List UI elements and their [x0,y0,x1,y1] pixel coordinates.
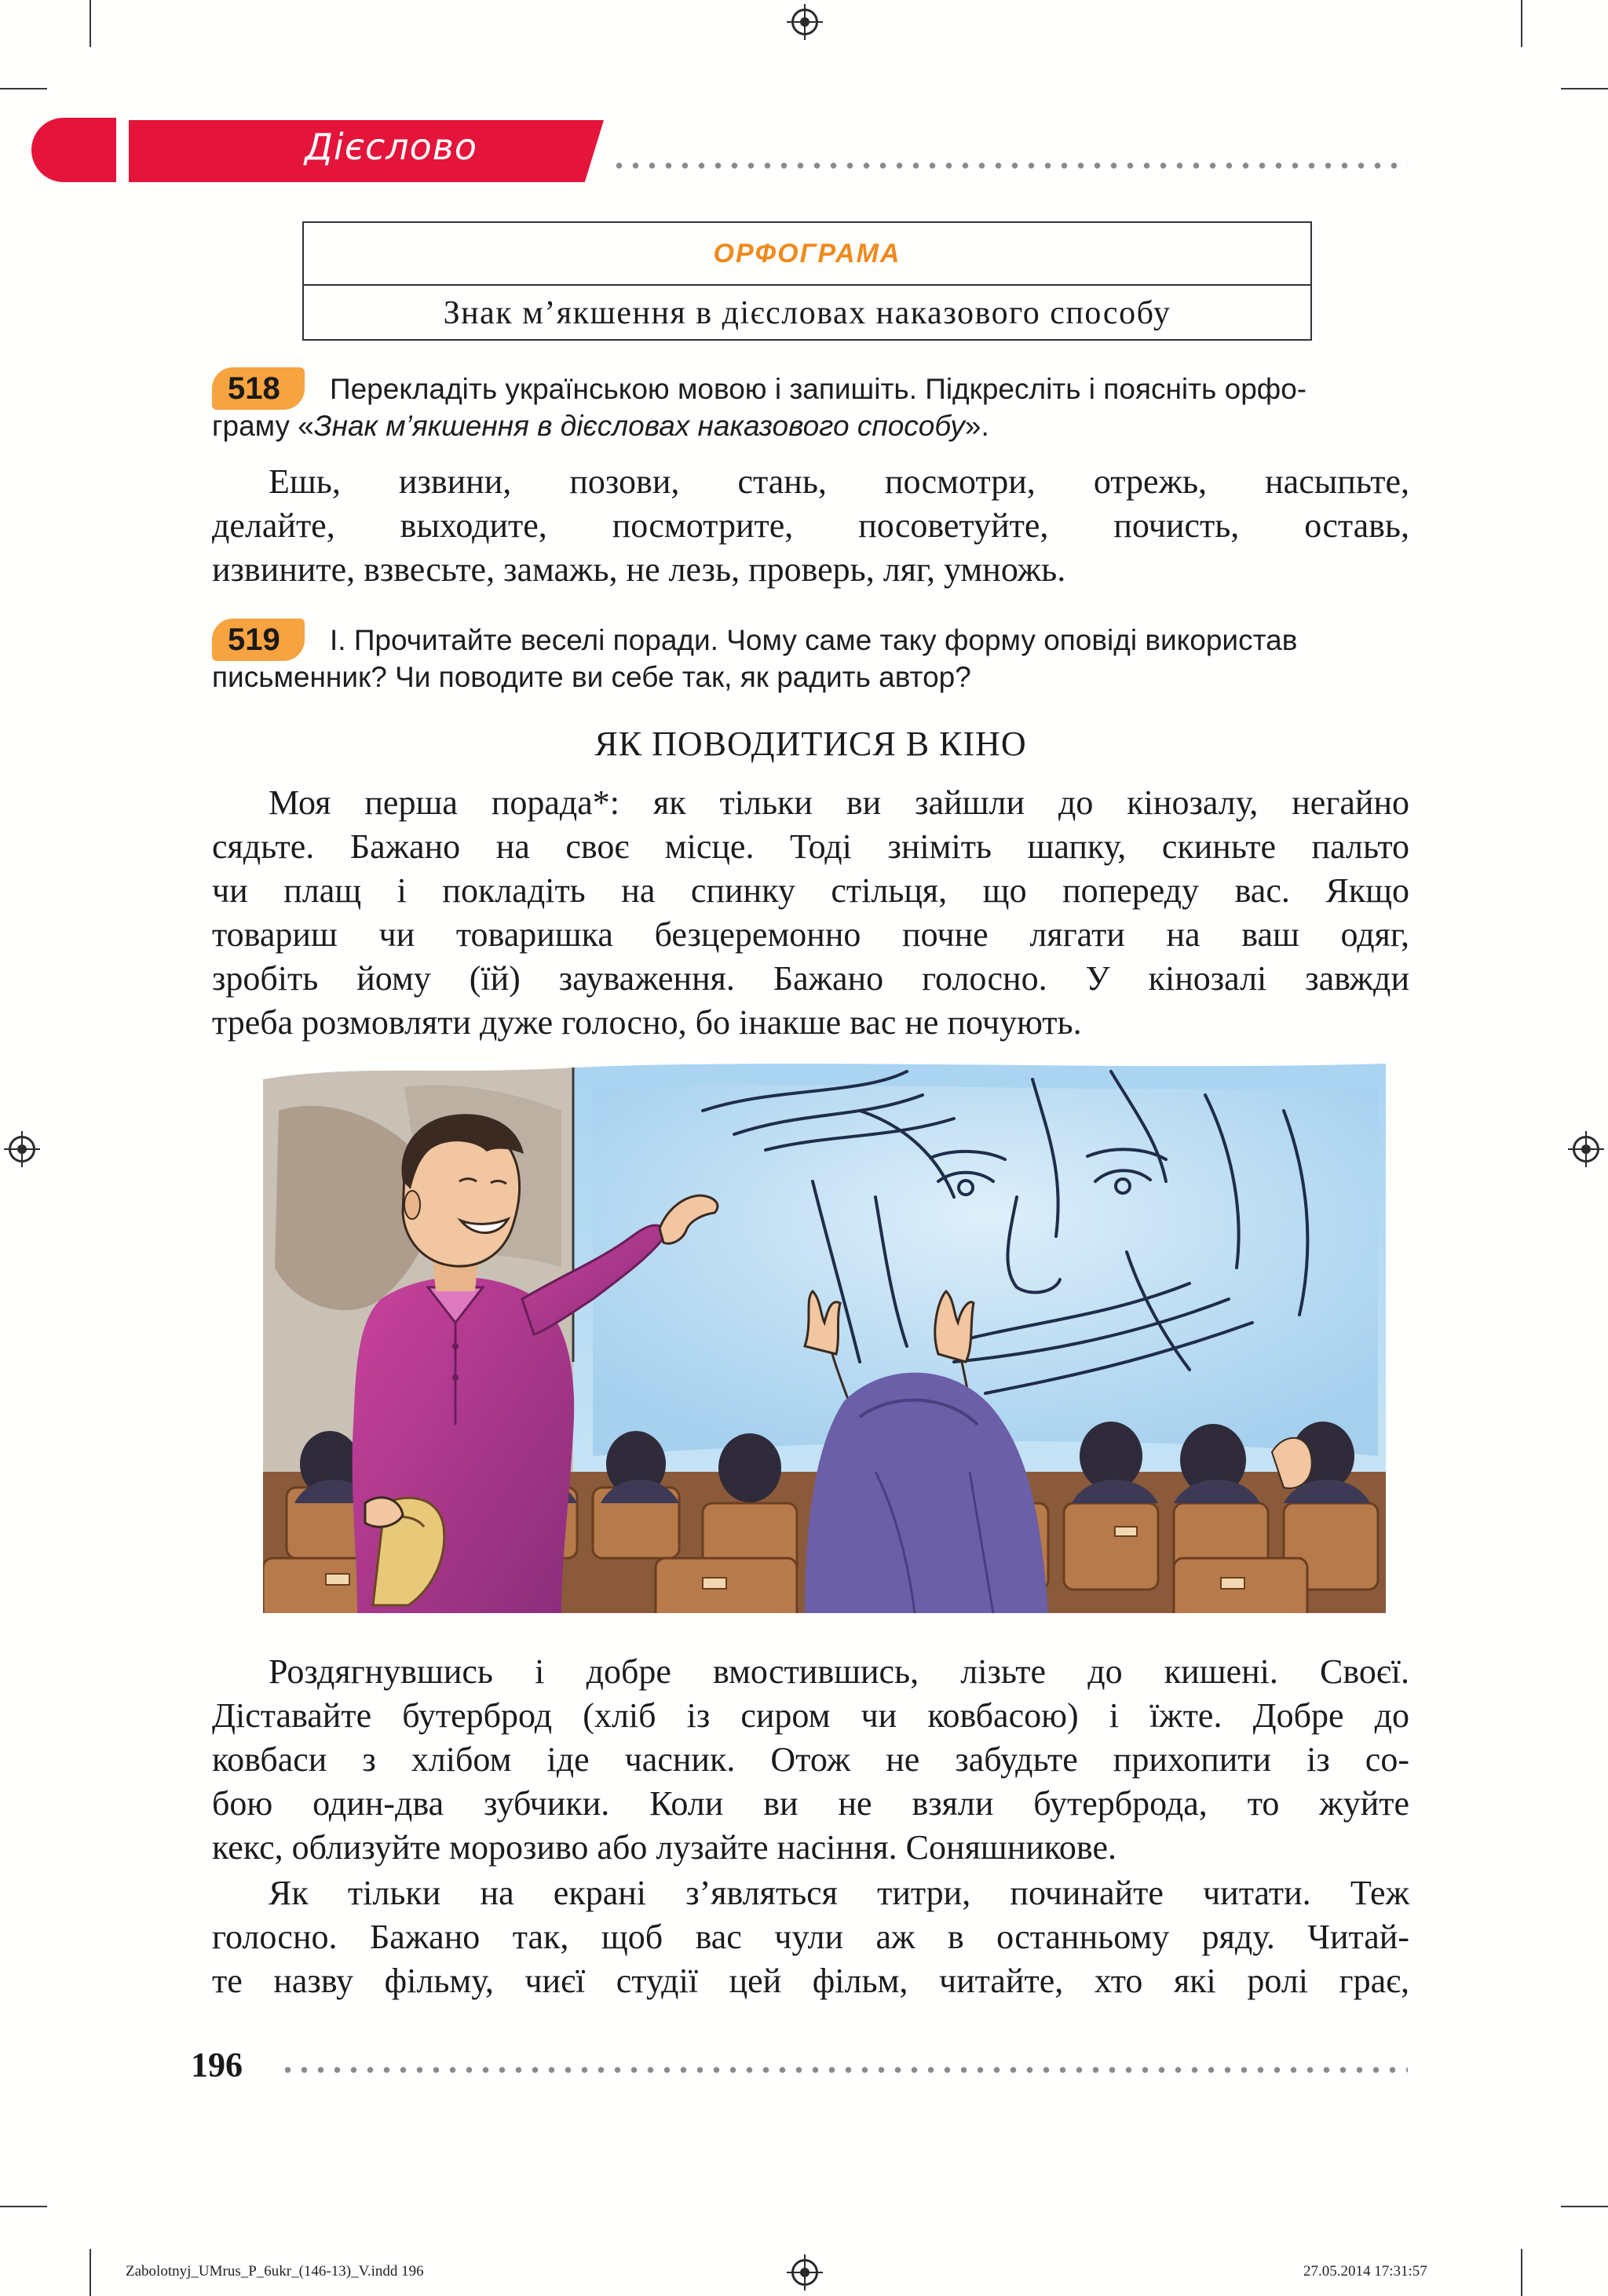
story-paragraph-2 [212,1650,1409,1870]
crop-mark [0,2206,47,2207]
orthogram-rule: Знак м’якшення в дієсловах наказового способу [443,295,1171,331]
crop-mark [90,0,91,47]
instruction-line [212,407,1409,444]
paragraph-line: те назву фільму, чиєї студії цей фільм, читайте, хто які ролі грає, [212,1962,1409,2000]
paragraph-line: Моя перша порада*: як тільки ви зайшли до кінозалу, негайно [269,783,1409,822]
story-title: ЯК ПОВОДИТИСЯ В КІНО [594,725,1027,763]
instruction-line: письменник? Чи поводите ви себе так, як радить автор? [212,661,971,693]
paragraph-line: чи плащ і покладіть на спинку стільця, що попереду вас. Якщо [212,871,1409,910]
paragraph-line: Роздягнувшись і добре вмостившись, лізьте до кишені. Своєї. [269,1652,1409,1691]
crop-mark [1521,2249,1522,2296]
instruction-text: граму « [212,410,314,442]
print-slug-file: Zabolotnyj_UMrus_P_6ukr_(146-13)_V.indd 196 [126,2263,424,2280]
instruction-text: ». [964,410,989,442]
paragraph-line: сядьте. Бажано на своє місце. Тоді зніміть шапку, скиньте пальто [212,827,1409,866]
story-paragraph-1 [212,781,1409,1045]
header-dot-leader [611,162,1408,170]
paragraph-line: бою один-два зубчики. Коли ви не взяли бутерброда, то жуйте [212,1784,1409,1823]
footer-dot-leader [280,2066,1408,2074]
exercise-number-badge: 519 [212,619,305,661]
header-tab-stub [31,118,116,182]
paragraph-line: кекс, облизуйте морозиво або лузайте насіння. Соняшникове. [212,1828,1116,1867]
instruction-line: Перекладіть українською мовою і запишіть. Підкресліть і поясніть орфо- [330,373,1307,405]
exercise-number-badge: 518 [212,367,305,410]
crop-mark [1521,0,1522,47]
paragraph-line: ковбаси з хлібом іде часник. Отож не забудьте прихопити із со- [212,1740,1409,1779]
page-number: 196 [191,2046,243,2084]
crop-mark [0,88,47,89]
paragraph-line: Діставайте бутерброд (хліб із сиром чи ковбасою) і їжте. Добре до [212,1696,1409,1735]
instruction-line: I. Прочитайте веселі поради. Чому саме таку форму оповіді використав [330,624,1298,656]
print-slug-datetime: 27.05.2014 17:31:57 [1303,2263,1427,2280]
crop-mark [90,2249,91,2296]
paragraph-line: Як тільки на екрані з’являться титри, починайте читати. Теж [269,1874,1409,1912]
paragraph-line: треба розмовляти дуже голосно, бо інакше вас не почують. [212,1003,1082,1042]
orthogram-heading: ОРФОГРАМА [304,223,1310,286]
orthogram-box [302,221,1312,341]
word-list-line: Ешь, извини, позови, стань, посмотри, отрежь, насыпьте, [269,462,1409,501]
exercise-518-word-list [212,460,1409,592]
exercise-518-instruction [212,370,1409,444]
section-title: Дієслово [305,126,478,168]
registration-mark-icon [791,2259,818,2286]
cinema-illustration [263,1064,1386,1613]
word-list-line: делайте, выходите, посмотрите, посоветуйте, почисть, оставь, [212,506,1409,545]
paragraph-line: товариш чи товаришка безцеремонно почне лягати на ваш одяг, [212,915,1409,954]
exercise-519-instruction [212,622,1409,695]
crop-mark [1561,88,1608,89]
story-paragraph-3 [212,1871,1409,2003]
registration-mark-icon [1573,1136,1599,1163]
registration-mark-icon [791,9,818,35]
paragraph-line: зробіть йому (їй) зауваження. Бажано голосно. У кінозалі завжди [212,959,1409,998]
paragraph-line: голосно. Бажано так, щоб вас чули аж в останньому ряду. Читай- [212,1918,1409,1956]
crop-mark [1561,2206,1608,2207]
word-list-line: извините, взвесьте, замажь, не лезь, проверь, ляг, умножь. [212,550,1066,589]
registration-mark-icon [9,1136,35,1163]
orthogram-reference: Знак м’якшення в дієсловах наказового способу [313,410,965,442]
